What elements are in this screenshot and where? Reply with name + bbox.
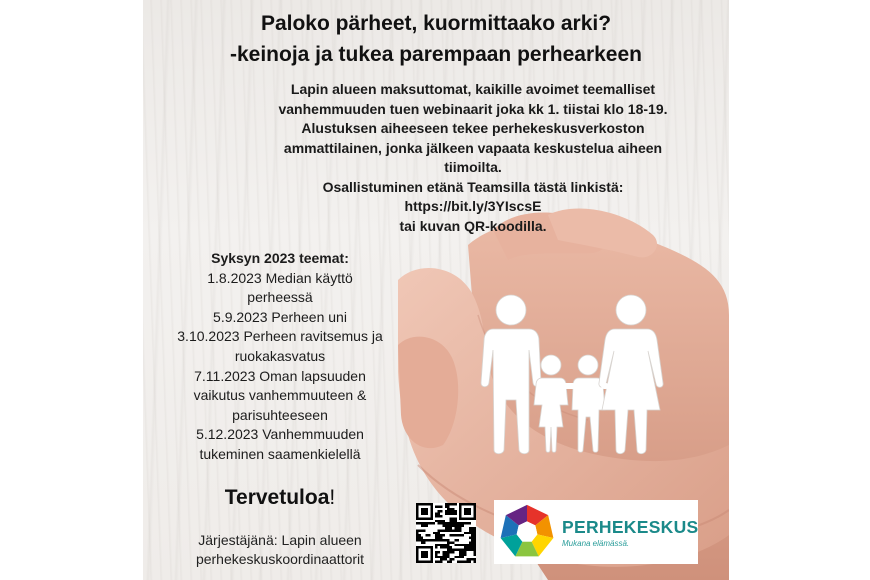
intro-line: tai kuvan QR-koodilla. xyxy=(399,217,547,234)
theme-line: tukeminen saamenkielellä xyxy=(199,445,361,462)
poster-subtitle: -keinoja ja tukea parempaan perhearkeen xyxy=(229,43,642,66)
intro-line: Osallistuminen etänä Teamsilla tästä linkistä: xyxy=(322,178,624,195)
theme-line: ruokakasvatus xyxy=(234,347,326,364)
poster-title: Paloko pärheet, kuormittaako arki? xyxy=(260,12,612,35)
theme-line: 7.11.2023 Oman lapsuuden xyxy=(194,367,366,384)
theme-line: 5.9.2023 Perheen uni xyxy=(213,308,347,325)
theme-line: 5.12.2023 Vanhemmuuden xyxy=(196,426,364,443)
welcome-word: Tervetuloa xyxy=(224,486,330,509)
organizer-text xyxy=(151,531,409,569)
theme-line: parisuhteeseen xyxy=(232,406,328,423)
intro-text xyxy=(238,80,708,236)
logo-brand: PERHEKESKUS xyxy=(562,516,699,537)
theme-line: perheessä xyxy=(247,289,313,306)
teams-link[interactable]: https://bit.ly/3YIscsE xyxy=(404,198,542,214)
themes-heading: Syksyn 2023 teemat: xyxy=(211,250,349,266)
flower-logo-icon xyxy=(498,503,556,561)
organizer-line: Järjestäjänä: Lapin alueen xyxy=(198,532,362,548)
qr-code-icon[interactable] xyxy=(416,503,476,563)
theme-line: 1.8.2023 Median käyttö xyxy=(207,269,353,286)
themes-list xyxy=(151,249,409,465)
intro-line: ammattilainen, jonka jälkeen vapaata keskustelua aiheen xyxy=(283,139,663,156)
perhekeskus-logo xyxy=(494,500,698,564)
event-poster xyxy=(143,0,729,580)
intro-line: vanhemmuuden tuen webinaarit joka kk 1. tiistai klo 18-19. xyxy=(278,100,668,117)
theme-line: 3.10.2023 Perheen ravitsemus ja xyxy=(177,328,383,345)
intro-line: Alustuksen aiheeseen tekee perhekeskusverkoston xyxy=(301,120,645,136)
intro-line: Lapin alueen maksuttomat, kaikille avoimet teemalliset xyxy=(290,81,656,97)
logo-tagline: Mukana elämässä. xyxy=(562,538,630,548)
theme-line: vaikutus vanhemmuuteen & xyxy=(193,387,367,404)
welcome-punct: ! xyxy=(329,486,336,509)
intro-line: tiimoilta. xyxy=(444,159,502,175)
organizer-line: perhekeskuskoordinaattorit xyxy=(195,551,365,567)
welcome-text xyxy=(151,484,409,512)
